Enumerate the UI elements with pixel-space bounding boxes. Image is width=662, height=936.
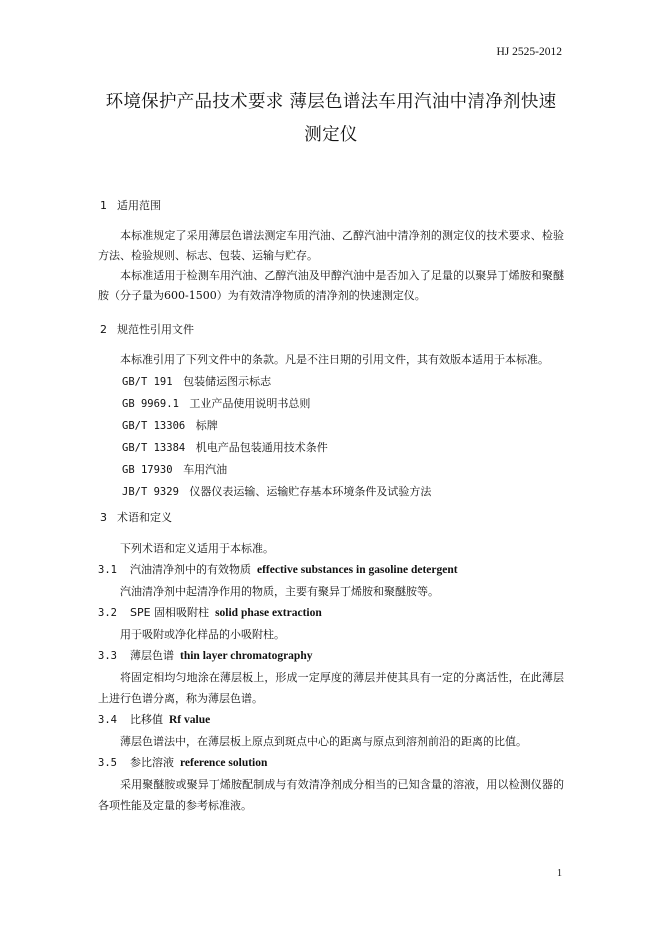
term-number: 3.1: [98, 564, 117, 576]
term-heading: [98, 602, 564, 624]
term-definition: 薄层色谱法中，在薄层板上原点到斑点中心的距离与原点到溶剂前沿的距离的比值。: [120, 735, 527, 748]
reference-title: 车用汽油: [183, 463, 228, 476]
paragraph: 本标准规定了采用薄层色谱法测定车用汽油、乙醇汽油中清净剂的测定仪的技术要求、检验方法、检验规则、标志、包装、运输与贮存。: [98, 229, 564, 262]
section-1: [98, 196, 564, 306]
section-number: 1: [100, 199, 107, 212]
paragraph: 本标准引用了下列文件中的条款。凡是不注日期的引用文件，其有效版本适用于本标准。: [120, 353, 549, 366]
section-number: 2: [100, 323, 107, 336]
section-title: 规范性引用文件: [117, 323, 194, 336]
reference-code: GB/T 13384: [122, 442, 186, 454]
document-title-line2: 测定仪: [304, 125, 358, 145]
section-title: 术语和定义: [117, 511, 172, 524]
section-3: [98, 508, 564, 816]
term-chinese: 汽油清净剂中的有效物质: [130, 563, 251, 576]
reference-item: [98, 415, 564, 437]
reference-item: [98, 437, 564, 459]
reference-title: 工业产品使用说明书总则: [189, 397, 311, 410]
section-heading: [100, 320, 564, 340]
document-title-line1: 环境保护产品技术要求 薄层色谱法车用汽油中清净剂快速: [105, 92, 557, 112]
term-heading: [98, 645, 564, 667]
term-english: thin layer chromatography: [180, 650, 313, 662]
term-number: 3.5: [98, 757, 117, 769]
term-number: 3.2: [98, 607, 117, 619]
term-definition: 用于吸附或净化样品的小吸附柱。: [120, 628, 285, 641]
term-heading: [98, 709, 564, 731]
term-english: reference solution: [180, 757, 268, 769]
standard-code: HJ 2525-2012: [496, 46, 562, 58]
term-chinese: 参比溶液: [130, 756, 174, 769]
reference-item: [98, 459, 564, 481]
term-chinese: SPE 固相吸附柱: [130, 606, 210, 619]
term-chinese: 比移值: [130, 713, 163, 726]
term-definition: 汽油清净剂中起清净作用的物质，主要有聚异丁烯胺和聚醚胺等。: [120, 585, 439, 598]
section-title: 适用范围: [117, 199, 161, 212]
reference-item: [98, 393, 564, 415]
reference-code: GB/T 13306: [122, 420, 186, 432]
term-number: 3.3: [98, 650, 117, 662]
reference-item: [98, 481, 564, 503]
reference-title: 包装储运图示标志: [183, 375, 272, 388]
paragraph: 下列术语和定义适用于本标准。: [120, 542, 274, 555]
reference-title: 仪器仪表运输、运输贮存基本环境条件及试验方法: [189, 485, 432, 498]
reference-title: 标牌: [195, 419, 218, 432]
term-definition: 采用聚醚胺或聚异丁烯胺配制成与有效清净剂成分相当的已知含量的溶液，用以检测仪器的各项性能及定量的参考标准液。: [98, 778, 564, 812]
section-2: [98, 320, 564, 503]
term-english: solid phase extraction: [215, 607, 322, 619]
section-number: 3: [100, 511, 107, 524]
paragraph: 本标准适用于检测车用汽油、乙醇汽油及甲醇汽油中是否加入了足量的以聚异丁烯胺和聚醚胺（分子量为600-1500）为有效清净物质的清净剂的快速测定仪。: [98, 269, 564, 302]
term-number: 3.4: [98, 714, 117, 726]
term-english: effective substances in gasoline detergent: [257, 564, 458, 576]
section-heading: [100, 508, 564, 528]
reference-title: 机电产品包装通用技术条件: [195, 441, 328, 454]
page-number: 1: [557, 868, 562, 879]
reference-code: JB/T 9329: [122, 486, 179, 498]
term-english: Rf value: [169, 714, 211, 726]
term-chinese: 薄层色谱: [130, 649, 174, 662]
reference-code: GB/T 191: [122, 376, 173, 388]
reference-item: [98, 371, 564, 393]
reference-code: GB 17930: [122, 464, 173, 476]
term-heading: [98, 752, 564, 774]
term-heading: [98, 559, 564, 581]
section-heading: [100, 196, 564, 216]
reference-code: GB 9969.1: [122, 398, 179, 410]
term-definition: 将固定相均匀地涂在薄层板上，形成一定厚度的薄层并使其具有一定的分离活性，在此薄层上进行色谱分离，称为薄层色谱。: [98, 671, 564, 705]
